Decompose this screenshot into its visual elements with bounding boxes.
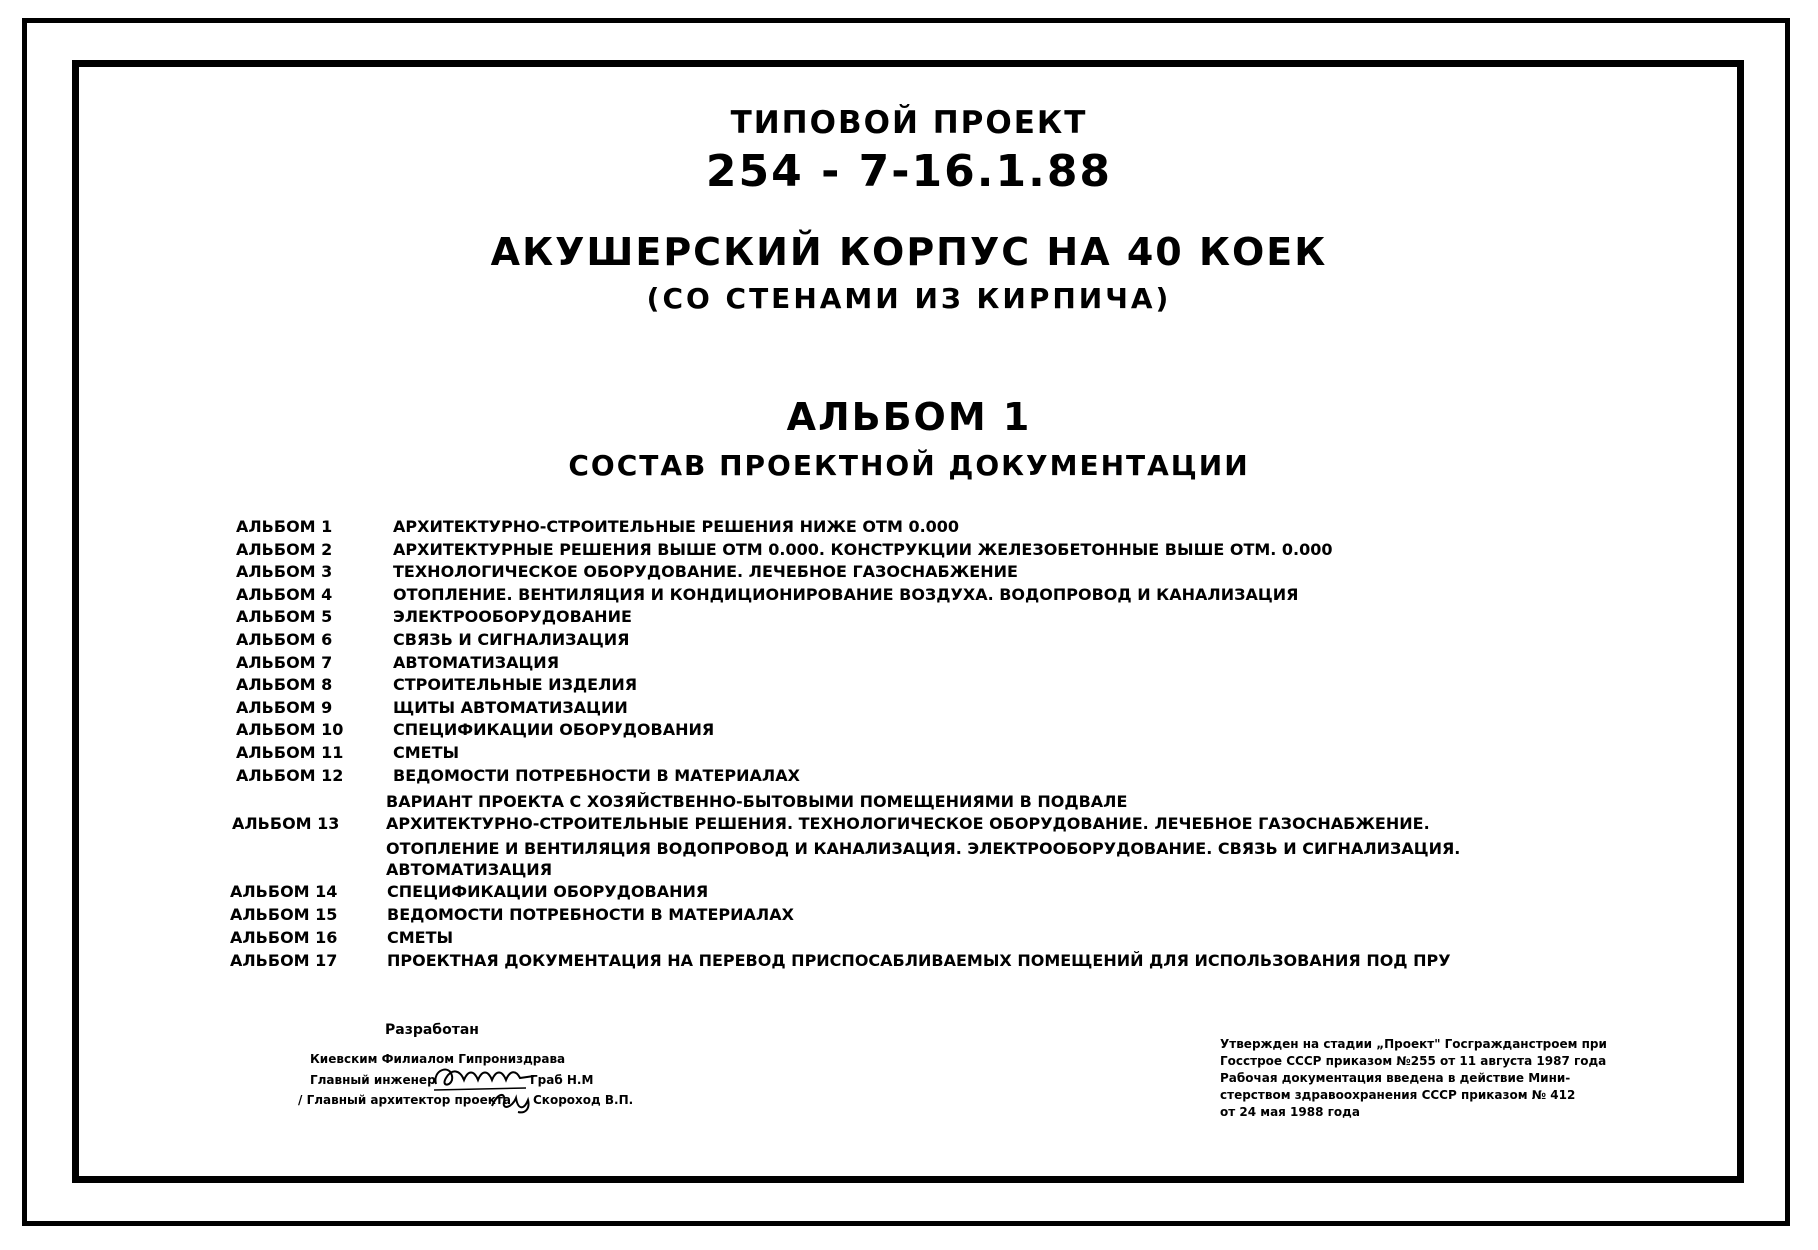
- album-label: АЛЬБОМ 3: [236, 562, 333, 582]
- album-label: АЛЬБОМ 5: [236, 607, 333, 627]
- album-text: ОТОПЛЕНИЕ. ВЕНТИЛЯЦИЯ И КОНДИЦИОНИРОВАНИЕ ВОЗДУХА. ВОДОПРОВОД И КАНАЛИЗАЦИЯ: [393, 584, 1299, 604]
- album-label: АЛЬБОМ 4: [236, 584, 333, 604]
- album-heading: АЛЬБОМ 1: [786, 395, 1032, 439]
- developer-org: Киевским Филиалом Гипрониздрава: [310, 1052, 566, 1066]
- album-label: АЛЬБОМ 6: [236, 630, 333, 649]
- album-label: АЛЬБОМ 9: [236, 697, 333, 717]
- album-label: АЛЬБОМ 2: [236, 539, 333, 559]
- album-label: АЛЬБОМ 14: [230, 882, 338, 901]
- album-text: АРХИТЕКТУРНЫЕ РЕШЕНИЯ ВЫШЕ ОТМ 0.000. КОНСТРУКЦИИ ЖЕЛЕЗОБЕТОННЫЕ ВЫШЕ ОТМ. 0.000: [393, 539, 1333, 559]
- album-text: СВЯЗЬ И СИГНАЛИЗАЦИЯ: [393, 630, 630, 649]
- album-text: СПЕЦИФИКАЦИИ ОБОРУДОВАНИЯ: [393, 720, 715, 740]
- approval-line-4: стерством здравоохранения СССР приказом № 412: [1220, 1088, 1576, 1102]
- developer-heading: Разработан: [385, 1022, 479, 1038]
- approval-line-5: от 24 мая 1988 года: [1220, 1105, 1360, 1119]
- approval-line-3: Рабочая документация введена в действие Мини-: [1220, 1071, 1571, 1085]
- album-label: АЛЬБОМ 1: [236, 517, 333, 536]
- chief-architect-label: / Главный архитектор проекта: [298, 1093, 511, 1107]
- approval-line-2: Госстрое СССР приказом №255 от 11 августа 1987 года: [1220, 1054, 1607, 1068]
- chief-engineer-name: Граб Н.М: [530, 1073, 594, 1087]
- chief-architect-signature: [488, 1088, 538, 1116]
- album-text: СМЕТЫ: [387, 928, 454, 947]
- album-label: АЛЬБОМ 11: [236, 743, 344, 762]
- album-text: СТРОИТЕЛЬНЫЕ ИЗДЕЛИЯ: [393, 675, 638, 695]
- approval-line-1: Утвержден на стадии „Проект" Госгражданстроем при: [1220, 1037, 1607, 1051]
- chief-architect-name: Скороход В.П.: [533, 1093, 634, 1107]
- project-number: 254 - 7-16.1.88: [705, 146, 1113, 197]
- album-text: ПРОЕКТНАЯ ДОКУМЕНТАЦИЯ НА ПЕРЕВОД ПРИСПОСАБЛИВАЕМЫХ ПОМЕЩЕНИЙ ДЛЯ ИСПОЛЬЗОВАНИЯ ПОД ПРУ: [387, 951, 1451, 970]
- album-label: АЛЬБОМ 16: [230, 928, 338, 947]
- album-text: ВЕДОМОСТИ ПОТРЕБНОСТИ В МАТЕРИАЛАХ: [387, 905, 794, 924]
- album-text: АРХИТЕКТУРНО-СТРОИТЕЛЬНЫЕ РЕШЕНИЯ НИЖЕ ОТМ 0.000: [393, 517, 960, 536]
- album-text: ТЕХНОЛОГИЧЕСКОЕ ОБОРУДОВАНИЕ. ЛЕЧЕБНОЕ ГАЗОСНАБЖЕНИЕ: [393, 562, 1018, 582]
- album-label: АЛЬБОМ 13: [232, 814, 340, 833]
- document-title: АКУШЕРСКИЙ КОРПУС НА 40 КОЕК: [490, 230, 1328, 274]
- album-title: СОСТАВ ПРОЕКТНОЙ ДОКУМЕНТАЦИИ: [568, 449, 1250, 482]
- album-text: ЭЛЕКТРООБОРУДОВАНИЕ: [393, 607, 632, 627]
- album-text: СМЕТЫ: [393, 743, 460, 762]
- album-text: ЩИТЫ АВТОМАТИЗАЦИИ: [393, 697, 628, 717]
- album-label: АЛЬБОМ 15: [230, 905, 338, 924]
- album-text: АРХИТЕКТУРНО-СТРОИТЕЛЬНЫЕ РЕШЕНИЯ. ТЕХНОЛОГИЧЕСКОЕ ОБОРУДОВАНИЕ. ЛЕЧЕБНОЕ ГАЗОСНАБЖЕНИЕ.: [386, 814, 1430, 833]
- album-text: ВЕДОМОСТИ ПОТРЕБНОСТИ В МАТЕРИАЛАХ: [393, 765, 800, 785]
- album-label: АЛЬБОМ 7: [236, 652, 333, 672]
- chief-engineer-label: Главный инженер: [310, 1073, 436, 1087]
- project-type: ТИПОВОЙ ПРОЕКТ: [730, 105, 1088, 141]
- album-label: АЛЬБОМ 10: [236, 720, 344, 740]
- album-label: АЛЬБОМ 12: [236, 765, 344, 785]
- album-text: АВТОМАТИЗАЦИЯ: [393, 652, 560, 672]
- document-subtitle: (СО СТЕНАМИ ИЗ КИРПИЧА): [646, 282, 1172, 315]
- album-label: АЛЬБОМ 8: [236, 675, 333, 695]
- album-label: АЛЬБОМ 17: [230, 951, 338, 970]
- album-text: СПЕЦИФИКАЦИИ ОБОРУДОВАНИЯ: [387, 882, 709, 901]
